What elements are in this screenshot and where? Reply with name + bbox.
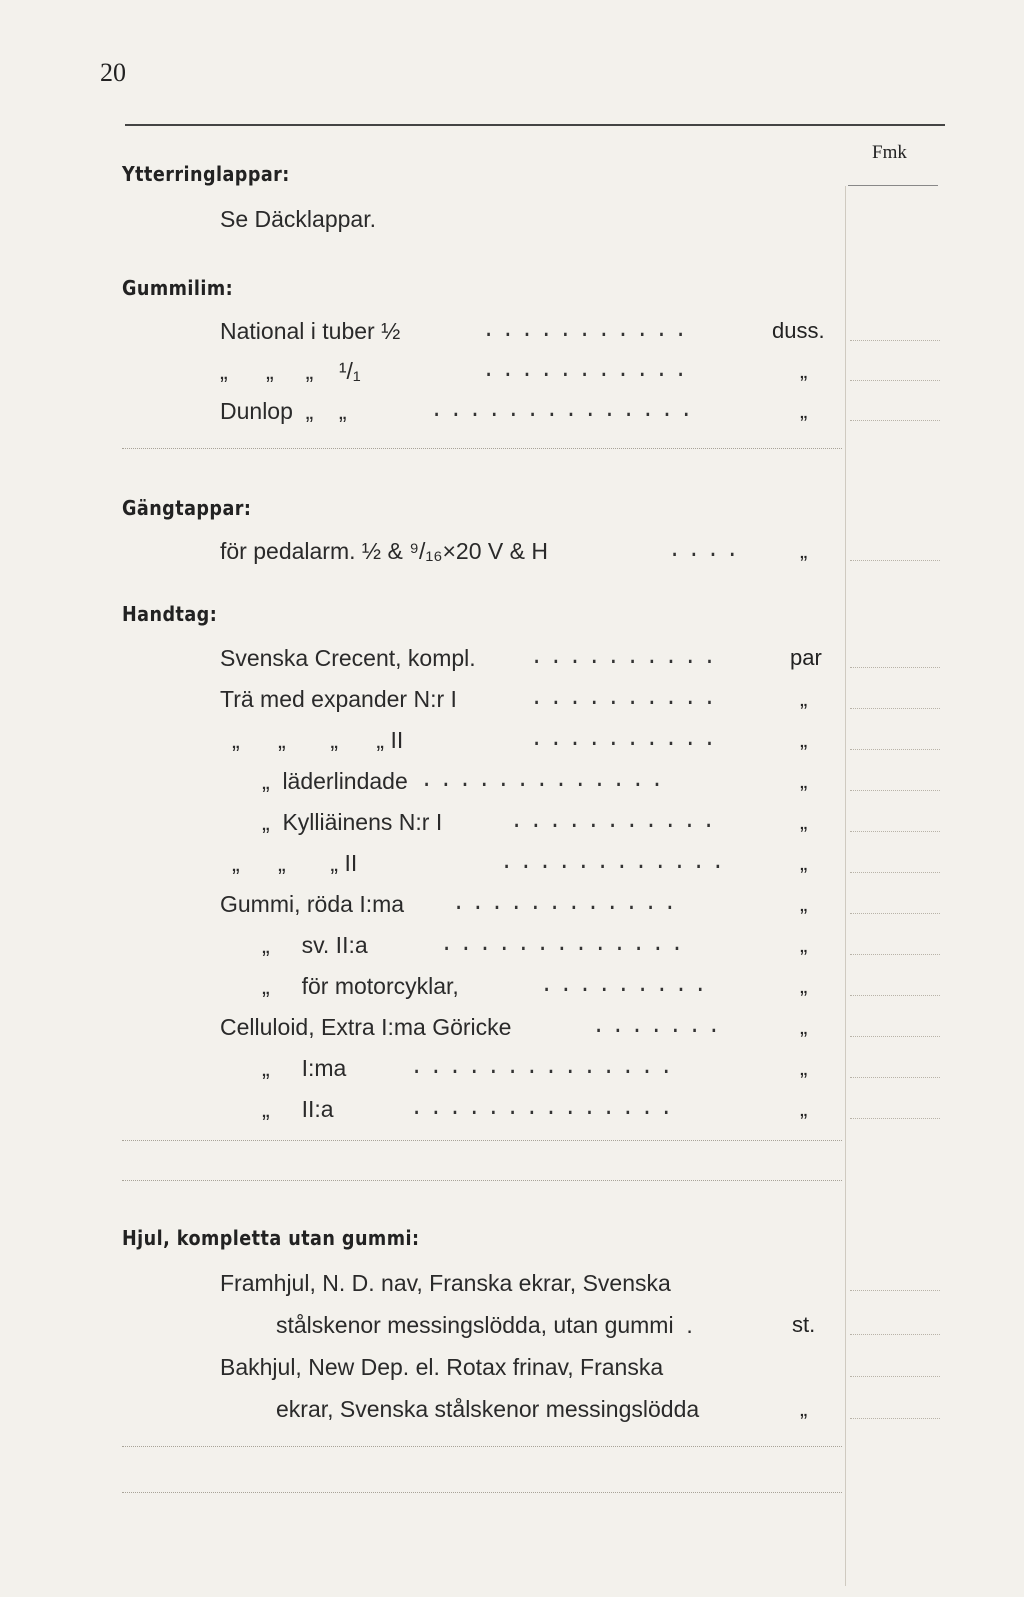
dot-leader: .... <box>668 538 745 563</box>
item-text: Gummi, röda I:ma <box>220 891 405 917</box>
price-cell <box>850 749 940 750</box>
section-separator <box>122 1446 842 1447</box>
item-unit: st. <box>792 1312 816 1337</box>
dot-leader: ............ <box>500 850 731 875</box>
price-cell <box>850 1077 940 1078</box>
price-cell <box>850 1290 940 1291</box>
item-unit: „ <box>800 809 808 834</box>
price-cell <box>850 1418 940 1419</box>
price-cell <box>850 340 940 341</box>
price-header-rule <box>848 185 938 186</box>
section-heading-gangtappar: Gängtappar: <box>122 496 252 520</box>
dot-leader: ....... <box>592 1014 727 1039</box>
dot-leader: ........... <box>510 809 722 834</box>
dot-leader: .......... <box>530 727 723 752</box>
price-cell <box>850 380 940 381</box>
item-text: Trä med expander N:r I <box>220 686 457 712</box>
price-cell <box>850 995 940 996</box>
dot-leader: .............. <box>430 398 699 423</box>
item-unit: „ <box>800 932 808 957</box>
item-unit: „ <box>800 358 808 383</box>
item-unit: „ <box>800 1055 808 1080</box>
price-cell <box>850 420 940 421</box>
section-heading-handtag: Handtag: <box>122 602 218 626</box>
price-cell <box>850 1376 940 1377</box>
item-text: Se Däcklappar. <box>220 206 376 232</box>
item-unit: „ <box>800 398 808 423</box>
item-text: Svenska Crecent, kompl. <box>220 645 476 671</box>
item-text: „ sv. II:a <box>262 932 368 958</box>
item-text: „ läderlindade <box>262 768 408 794</box>
item-text: „ „ „ „ II <box>232 727 404 753</box>
price-cell <box>850 831 940 832</box>
dot-leader: ........... <box>482 358 694 383</box>
dot-leader: ............. <box>440 932 690 957</box>
item-unit: „ <box>800 1096 808 1121</box>
dot-leader: ........... <box>482 318 694 343</box>
price-cell <box>850 708 940 709</box>
item-unit: „ <box>800 1014 808 1039</box>
section-heading-hjul: Hjul, kompletta utan gummi: <box>122 1226 420 1250</box>
section-heading-ytterringlappar: Ytterringlappar: <box>122 162 290 186</box>
section-separator <box>122 1140 842 1141</box>
item-unit: „ <box>800 768 808 793</box>
item-unit: par <box>790 645 822 670</box>
item-unit: „ <box>800 686 808 711</box>
price-column-header: Fmk <box>872 142 907 163</box>
item-unit: „ <box>800 1396 808 1421</box>
dot-leader: ............. <box>420 768 670 793</box>
dot-leader: ............ <box>452 891 683 916</box>
page-number: 20 <box>100 58 126 87</box>
item-text: Dunlop „ „ <box>220 398 347 424</box>
item-text: „ „ „ II <box>232 850 358 876</box>
dot-leader: .............. <box>410 1055 679 1080</box>
item-text: „ „ „ ¹/₁ <box>220 358 361 384</box>
dot-leader: .......... <box>530 686 723 711</box>
item-text: „ II:a <box>262 1096 334 1122</box>
item-text: Framhjul, N. D. nav, Franska ekrar, Svenska <box>220 1270 671 1296</box>
item-text: „ Kylliäinens N:r I <box>262 809 443 835</box>
item-text: „ I:ma <box>262 1055 347 1081</box>
price-cell <box>850 913 940 914</box>
item-text: Celluloid, Extra I:ma Göricke <box>220 1014 512 1040</box>
price-cell <box>850 1036 940 1037</box>
price-cell <box>850 1118 940 1119</box>
item-text: „ för motorcyklar, <box>262 973 459 999</box>
item-unit: „ <box>800 891 808 916</box>
price-cell <box>850 954 940 955</box>
price-column-rule <box>845 186 846 1586</box>
price-cell <box>850 790 940 791</box>
item-text: ekrar, Svenska stålskenor messingslödda <box>276 1396 700 1422</box>
price-cell <box>850 872 940 873</box>
item-text: National i tuber ½ <box>220 318 401 344</box>
section-separator <box>122 1180 842 1181</box>
item-unit: duss. <box>772 318 825 343</box>
item-unit: „ <box>800 538 808 563</box>
price-cell <box>850 560 940 561</box>
dot-leader: .......... <box>530 645 723 670</box>
top-rule <box>125 124 945 126</box>
section-heading-gummilim: Gummilim: <box>122 276 234 300</box>
item-unit: „ <box>800 973 808 998</box>
item-unit: „ <box>800 850 808 875</box>
price-cell <box>850 1334 940 1335</box>
dot-leader: ......... <box>540 973 713 998</box>
section-separator <box>122 1492 842 1493</box>
item-text: stålskenor messingslödda, utan gummi . <box>276 1312 693 1338</box>
section-separator <box>122 448 842 449</box>
item-text: Bakhjul, New Dep. el. Rotax frinav, Franska <box>220 1354 664 1380</box>
price-cell <box>850 667 940 668</box>
dot-leader: .............. <box>410 1096 679 1121</box>
item-unit: „ <box>800 727 808 752</box>
item-text: för pedalarm. ½ & ⁹/₁₆×20 V & H <box>220 538 548 564</box>
